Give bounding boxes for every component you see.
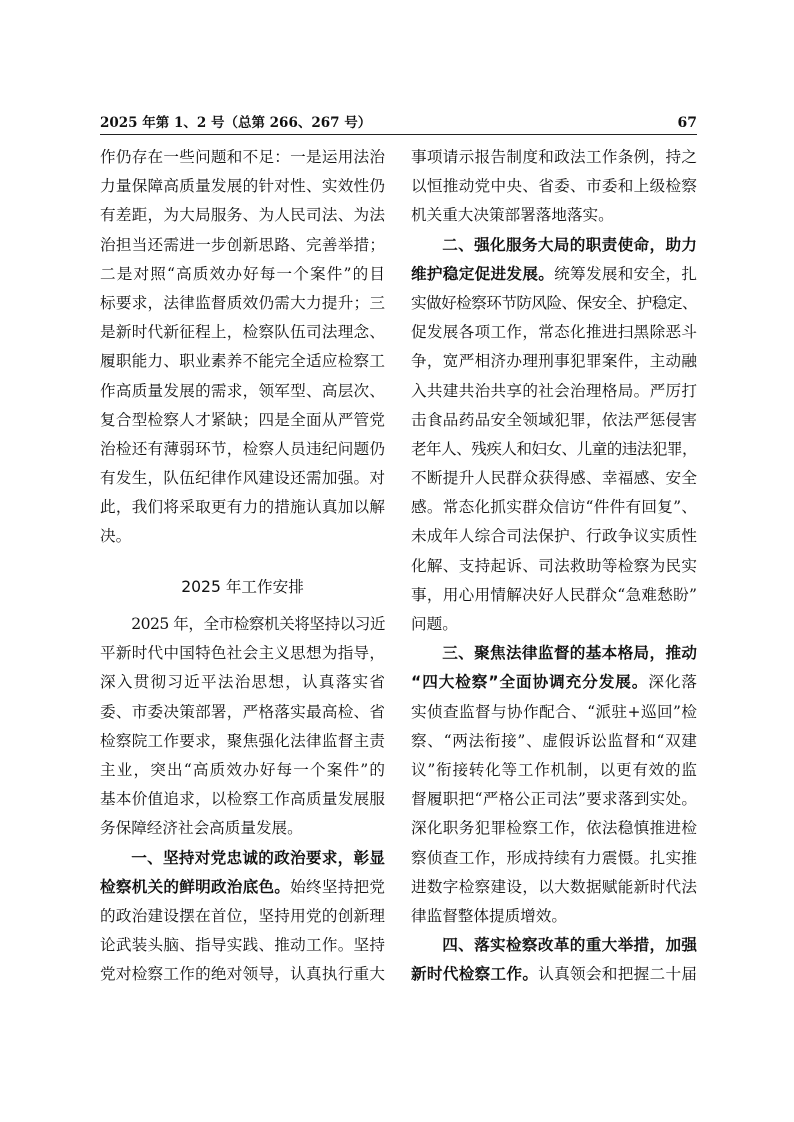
text-line: 化解、支持起诉、司法救助等检察为民实 — [411, 556, 697, 575]
text-line: 以恒推动党中央、省委、市委和上级检察 — [411, 177, 697, 196]
text-line: 击食品药品安全领域犯罪，依法严惩侵害 — [411, 410, 697, 429]
text-line: 主业，突出“高质效办好每一个案件”的 — [100, 760, 385, 779]
work-item-3 — [411, 639, 697, 931]
text-line: 务保障经济社会高质量发展。 — [100, 819, 303, 838]
work-item-4 — [411, 931, 697, 989]
section-heading: 2025 年工作安排 — [181, 577, 304, 596]
text-line: 治担当还需进一步创新思路、完善举措； — [100, 235, 385, 254]
item-body-text: 认真领会和把握二十届 — [538, 965, 697, 984]
text-line: 进数字检察建设，以大数据赋能新时代法 — [411, 877, 697, 896]
item-heading-text: 新时代检察工作。 — [411, 965, 539, 984]
text-line: 实做好检察环节防风险、保安全、护稳定、 — [411, 293, 697, 312]
work-item-1 — [100, 844, 385, 990]
text-line: 事项请示报告制度和政法工作条例，持之 — [411, 148, 697, 166]
item-heading-line: 一、坚持对党忠诚的政治要求，彰显 — [131, 848, 385, 867]
text-line: 复合型检察人才紧缺；四是全面从严管党 — [100, 410, 385, 429]
text-line: 实侦查监督与协作配合、“派驻+巡回”检 — [411, 702, 697, 721]
text-line: 律监督整体提质增效。 — [411, 906, 567, 925]
item-body-text: 统筹发展和安全，扎 — [554, 264, 697, 283]
page-number: 67 — [677, 115, 697, 131]
text-line: 二是对照“高质效办好每一个案件”的目 — [100, 264, 385, 283]
text-line — [411, 960, 697, 989]
text-line: 事，用心用情解决好人民群众“急难愁盼” — [411, 585, 697, 604]
text-line: 基本价值追求，以检察工作高质量发展服 — [100, 790, 385, 809]
text-line: 平新时代中国特色社会主义思想为指导， — [100, 644, 385, 663]
paragraph-work-plan-intro — [100, 610, 385, 844]
text-line: 深化职务犯罪检察工作，依法稳慎推进检 — [411, 819, 697, 838]
text-line: 党对检察工作的绝对领导，认真执行重大 — [100, 965, 385, 984]
work-item-2 — [411, 231, 697, 640]
left-column — [100, 143, 385, 989]
text-line: 是新时代新征程上，检察队伍司法理念、 — [100, 323, 385, 342]
text-line: 深入贯彻习近平法治思想，认真落实省 — [100, 673, 385, 692]
text-line: 未成年人综合司法保护、行政争议实质性 — [411, 527, 697, 546]
right-column — [411, 143, 697, 989]
text-line — [411, 260, 697, 289]
running-header — [100, 114, 697, 133]
text-line: 察侦查工作，形成持续有力震慑。扎实推 — [411, 848, 697, 867]
text-line: 察、“两法衔接”、虚假诉讼监督和“双建 — [411, 731, 697, 750]
item-body-text: 始终坚持把党 — [290, 877, 385, 896]
text-line — [100, 873, 385, 902]
item-heading-text: 维护稳定促进发展。 — [411, 264, 555, 283]
text-line: 有发生，队伍纪律作风建设还需加强。对 — [100, 469, 385, 488]
text-line: 委、市委决策部署，严格落实最高检、省 — [100, 702, 385, 721]
text-line: 老年人、残疾人和妇女、儿童的违法犯罪， — [411, 439, 697, 458]
text-line: 不断提升人民群众获得感、幸福感、安全 — [411, 469, 697, 488]
text-line: 力量保障高质量发展的针对性、实效性仍 — [100, 177, 385, 196]
text-line: 有差距，为大局服务、为人民司法、为法 — [100, 206, 385, 225]
text-line: 感。常态化抓实群众信访“件件有回复”、 — [411, 498, 697, 517]
text-line: 决。 — [100, 527, 132, 546]
text-line: 争，宽严相济办理刑事犯罪案件，主动融 — [411, 352, 697, 371]
issue-label: 2025 年第 1、2 号（总第 266、267 号） — [100, 115, 372, 131]
text-line — [411, 668, 697, 697]
item-heading-text: “四大检察”全面协调充分发展。 — [411, 673, 649, 692]
text-line: 治检还有薄弱环节，检察人员违纪问题仍 — [100, 439, 385, 458]
text-line: 作仍存在一些问题和不足：一是运用法治 — [100, 148, 385, 166]
work-item-1-continued — [411, 143, 697, 231]
text-line: 履职能力、职业素养不能完全适应检察工 — [100, 352, 385, 371]
text-line: 督履职把“严格公正司法”要求落到实处。 — [411, 790, 697, 809]
paragraph-problems-continued — [100, 143, 385, 552]
text-line: 机关重大决策部署落地落实。 — [411, 206, 614, 225]
text-line: 作高质量发展的需求，领军型、高层次、 — [100, 381, 385, 400]
text-line: 促发展各项工作，常态化推进扫黑除恶斗 — [411, 323, 697, 342]
item-heading-line: 四、落实检察改革的重大举措，加强 — [442, 936, 697, 955]
item-heading-line: 二、强化服务大局的职责使命，助力 — [442, 235, 697, 254]
text-line: 标要求，法律监督质效仍需大力提升；三 — [100, 293, 385, 312]
text-line: 检察院工作要求，聚焦强化法律监督主责 — [100, 731, 385, 750]
text-line: 入共建共治共享的社会治理格局。严厉打 — [411, 381, 697, 400]
item-heading-text: 检察机关的鲜明政治底色。 — [100, 877, 291, 896]
text-line: 议”衔接转化等工作机制，以更有效的监 — [411, 760, 697, 779]
text-line: 的政治建设摆在首位，坚持用党的创新理 — [100, 906, 385, 925]
item-body-text: 深化落 — [648, 673, 697, 692]
item-heading-line: 三、聚焦法律监督的基本格局，推动 — [442, 644, 697, 663]
text-line: 问题。 — [411, 615, 458, 633]
header-rule — [100, 134, 697, 135]
text-line: 2025 年，全市检察机关将坚持以习近 — [131, 615, 385, 633]
text-line: 论武装头脑、指导实践、推动工作。坚持 — [100, 936, 385, 955]
text-line: 此，我们将采取更有力的措施认真加以解 — [100, 498, 385, 517]
